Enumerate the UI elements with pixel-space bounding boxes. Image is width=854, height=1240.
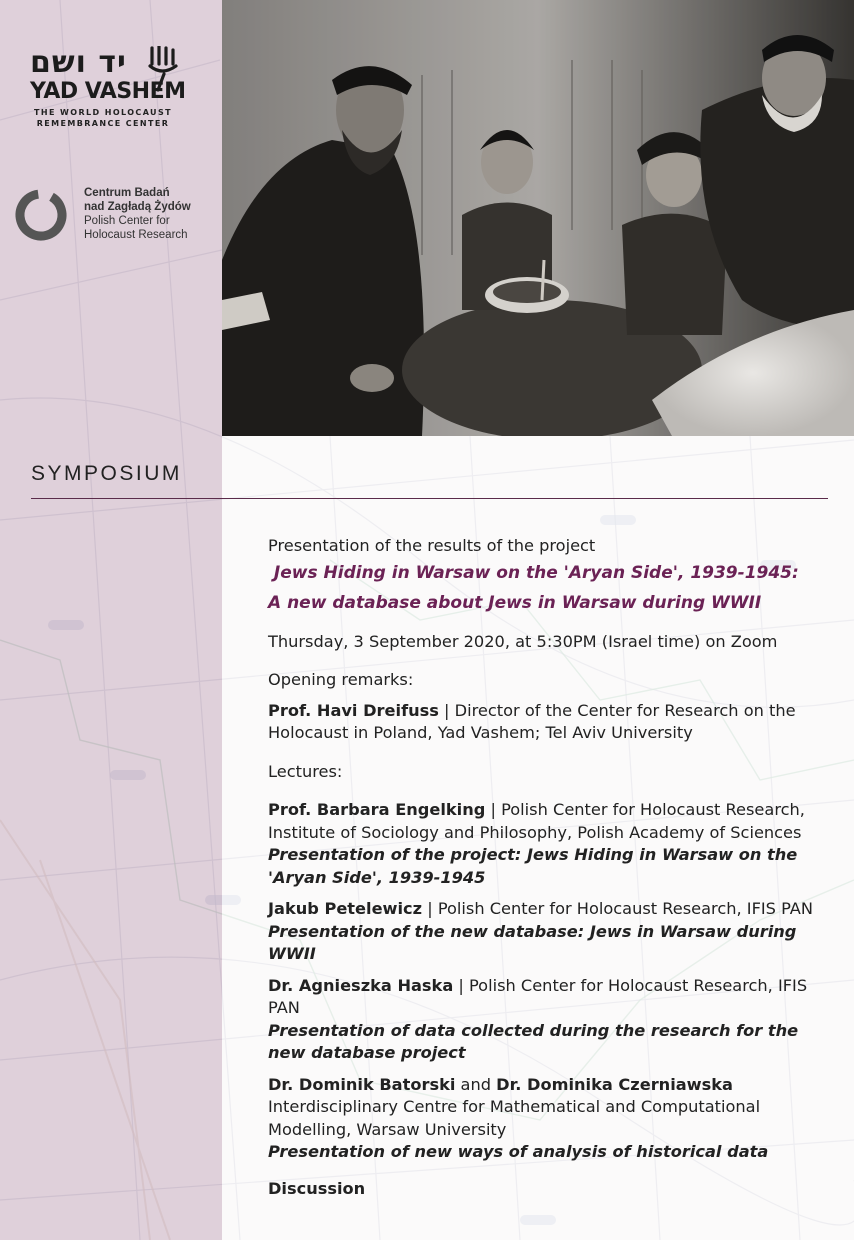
historical-photograph [222, 0, 854, 436]
opening-entry [268, 700, 833, 745]
speaker-affiliation: Interdisciplinary Centre for Mathematical and Computational Modelling, Warsaw University [268, 1097, 761, 1139]
speaker-name: Dr. Dominik Batorski [268, 1074, 456, 1094]
polish-center-name-line-2: nad Zagładą Żydów [84, 201, 191, 213]
yad-vashem-name: YAD VASHEM [30, 79, 186, 104]
speaker-name: Dr. Agnieszka Haska [268, 975, 454, 995]
speaker-name: Jakub Petelewicz [268, 899, 423, 918]
polish-center-name-line-4: Holocaust Research [84, 229, 188, 241]
polish-center-logo [12, 186, 217, 248]
intro-text: Presentation of the results of the project [268, 536, 596, 555]
speaker-affiliation: | Polish Center for Holocaust Research, Institute of Sociology and Philosophy, Polish Academy of Sciences [268, 800, 805, 842]
event-date: Thursday, 3 September 2020, at 5:30PM (Israel time) on Zoom [268, 631, 778, 651]
speaker-affiliation: | Polish Center for Holocaust Research, IFIS PAN [422, 899, 813, 918]
polish-center-name-line-1: Centrum Badań [84, 187, 170, 199]
speaker-joiner: and [455, 1074, 497, 1094]
lecture-topic: Presentation of the project: Jews Hiding in Warsaw on the 'Aryan Side', 1939-1945 [268, 845, 798, 887]
speaker-affiliation: | Director of the Center for Research on the Holocaust in Poland, Yad Vashem; Tel Aviv University [268, 700, 796, 742]
speaker-name: Prof. Barbara Engelking [268, 800, 486, 819]
lecture-item [268, 799, 833, 889]
speaker-name-2: Dr. Dominika Czerniawska [496, 1074, 733, 1094]
lecture-topic: Presentation of data collected during the research for the new database project [268, 1020, 799, 1062]
lecture-item [268, 1074, 833, 1164]
yad-vashem-logo [30, 46, 210, 129]
polish-center-name-line-3: Polish Center for [84, 215, 170, 227]
yad-vashem-tagline-2: REMEMBRANCE CENTER [36, 119, 170, 128]
polish-center-ring-icon [12, 186, 70, 244]
closing-item: Discussion [268, 1178, 366, 1198]
lecture-item [268, 898, 833, 966]
section-label: SYMPOSIUM [31, 462, 182, 485]
yad-vashem-hebrew-logotype: יד ושם [30, 45, 127, 80]
menorah-flame-icon [148, 46, 178, 92]
opening-label: Opening remarks: [268, 670, 414, 689]
speaker-affiliation: | Polish Center for Holocaust Research, IFIS PAN [268, 975, 808, 1017]
divider-rule [31, 498, 828, 499]
lectures-label: Lectures: [268, 761, 343, 781]
project-title-line-1: Jews Hiding in Warsaw on the 'Aryan Side', 1939-1945: [268, 562, 799, 583]
yad-vashem-tagline-1: THE WORLD HOLOCAUST [34, 108, 172, 117]
lecture-topic: Presentation of the new database: Jews in Warsaw during WWII [268, 921, 797, 963]
lecture-item [268, 975, 833, 1065]
speaker-name: Prof. Havi Dreifuss [268, 700, 439, 720]
project-title-line-2: A new database about Jews in Warsaw during WWII [268, 592, 762, 613]
lecture-topic: Presentation of new ways of analysis of historical data [268, 1142, 769, 1161]
program-content [268, 535, 833, 1200]
